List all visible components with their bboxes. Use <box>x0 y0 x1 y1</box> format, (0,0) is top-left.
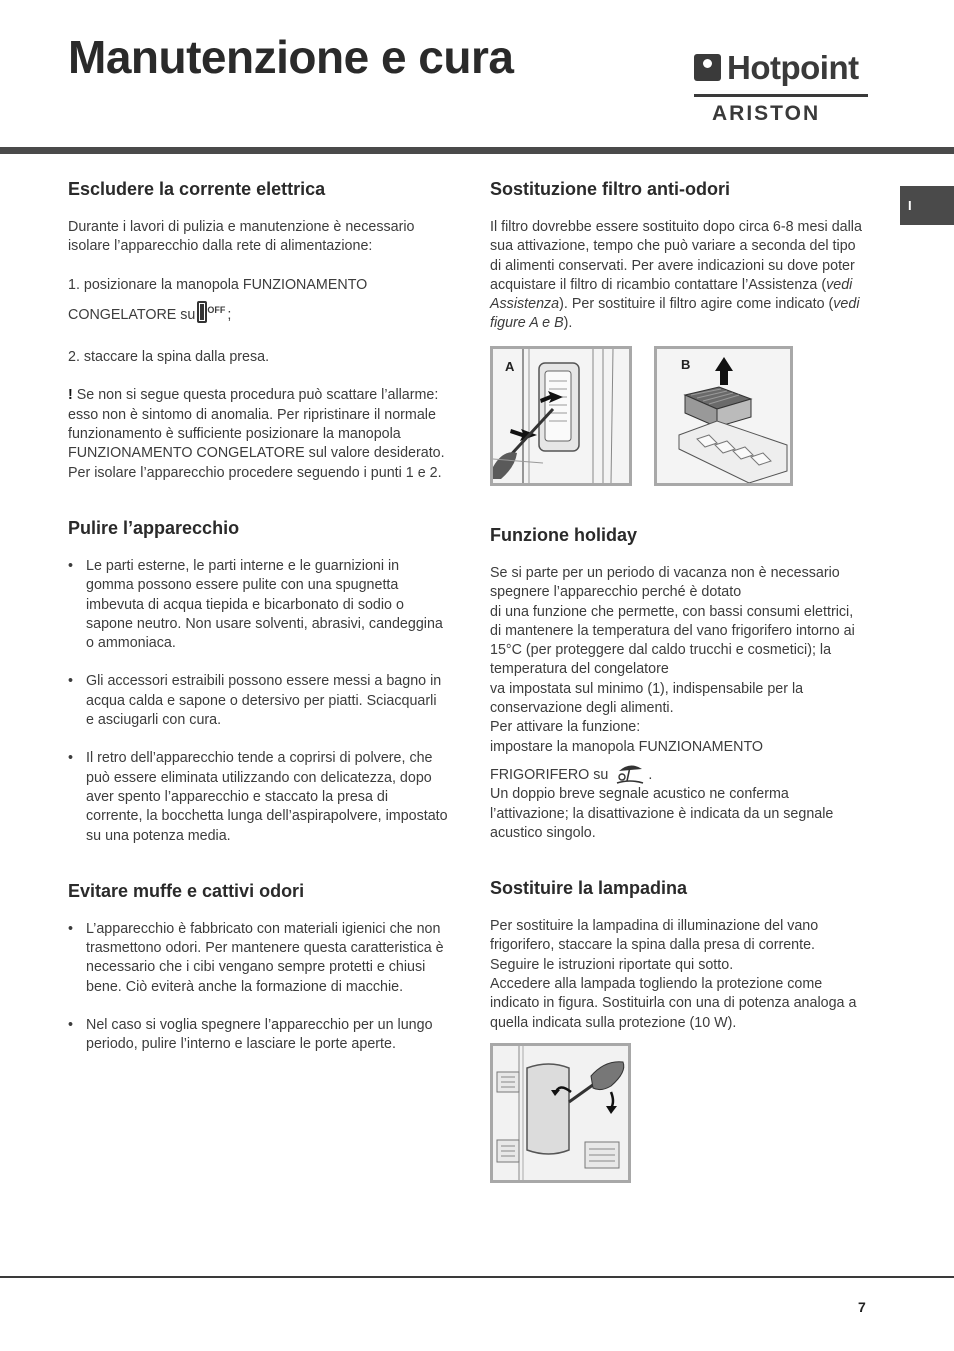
list-item: • Nel caso si voglia spegnere l’apparecchio per un lungo periodo, pulire l’interno e lasciare le porte aperte. <box>68 1016 448 1055</box>
list-item: • Il retro dell’apparecchio tende a coprirsi di polvere, che può essere eliminata utilizzando con delicatezza, dopo aver spento l’apparecchio e staccato la presa di corrente, la bocchetta lunga dell’aspirapolvere, impostato su una potenza media. <box>68 749 448 845</box>
holiday-text-3: va impostata sul minimo (1), indispensabile per la conservazione degli alimenti. <box>490 680 804 717</box>
list-item: • Le parti esterne, le parti interne e le guarnizioni in gomma possono essere pulite con una spugnetta imbevuta di acqua tiepida e bicarbonato di sodio o sapone neutro. Non usare solventi, abrasivi, candeggina o ammoniaca. <box>68 557 448 653</box>
page-number: 7 <box>858 1299 866 1315</box>
holiday-text-7: Un doppio breve segnale acustico ne conferma l’attivazione; la disattivazione è indicata da un segnale acustico singolo. <box>490 786 834 841</box>
list-item: • L’apparecchio è fabbricato con materiali igienici che non trasmettono odori. Per mantenere questa caratteristica è necessario che i cibi vengano sempre protetti e chiusi bene. Ciò eviterà anche la formazione di macchie. <box>68 920 448 997</box>
power-intro: Durante i lavori di pulizia e manutenzione è necessario isolare l’apparecchio dalla rete di alimentazione: <box>68 219 415 255</box>
right-column <box>490 178 865 334</box>
logo-sub-text: ARISTON <box>712 102 821 125</box>
section-heading-lamp: Sostituire la lampadina <box>490 878 688 899</box>
figure-a-label: A <box>505 359 515 374</box>
language-tab: I <box>900 186 954 225</box>
holiday-text-6: FRIGORIFERO su . <box>490 763 865 785</box>
section-heading-filter: Sostituzione filtro anti-odori <box>490 179 730 199</box>
section-heading-cleaning: Pulire l’apparecchio <box>68 517 240 538</box>
right-column-lower <box>490 524 865 1033</box>
section-heading-holiday: Funzione holiday <box>490 525 637 545</box>
hotpoint-logo-icon <box>694 54 721 81</box>
list-item: • Gli accessori estraibili possono essere messi a bagno in acqua calda e sapone o detersivo per piatti. Sciacquarli e asciugarli con cura. <box>68 672 448 730</box>
lamp-text-1: Per sostituire la lampadina di illuminazione del vano frigorifero, staccare la spina dalla presa di corrente. Seguire le istruzioni riportate qui sotto. <box>490 918 819 973</box>
header-rule <box>0 147 954 154</box>
power-step-2: 2. staccare la spina dalla presa. <box>68 349 270 366</box>
brand-logo <box>694 49 870 126</box>
warning-icon: ! <box>68 387 73 404</box>
power-warning: ! Se non si segue questa procedura può scattare l’allarme: esso non è sintomo di anomalia. Per ripristinare il normale funzionamento è sufficiente posizionare la manopola FUNZIONAMENTO CONGELATORE sul valore desiderato. Per isolare l’apparecchio procedere seguendo i punti 1 e 2. <box>68 387 445 481</box>
logo-brand-text: Hotpoint <box>727 49 859 86</box>
figure-a <box>490 346 632 486</box>
holiday-text-1: Se si parte per un periodo di vacanza non è necessario spegnere l’apparecchio perché è dotato <box>490 565 840 601</box>
off-knob-icon: OFF <box>197 301 225 329</box>
holiday-text-4: Per attivare la funzione: <box>490 719 641 736</box>
page-title: Manutenzione e cura <box>68 31 514 83</box>
footer-rule <box>0 1276 954 1278</box>
lamp-text-2: Accedere alla lampada togliendo la protezione come indicato in figura. Sostituirla con una di potenza analoga a quella indicata sulla protezione (10 W). <box>490 976 857 1031</box>
holiday-umbrella-icon <box>615 763 645 785</box>
filter-text: Il filtro dovrebbe essere sostituito dopo circa 6-8 mesi dalla sua attivazione, tempo che può variare a seconda del tipo di alimenti conservati. Per avere indicazioni su dove poter acquistare il filtro di ricambio contattare l’Assistenza (vedi Assistenza). Per sostituire il filtro agire come indicato (vedi figure A e B). <box>490 219 862 332</box>
lamp-cover-illustration <box>493 1046 628 1180</box>
holiday-text-5: impostare la manopola FUNZIONAMENTO <box>490 738 764 755</box>
figure-b <box>654 346 793 486</box>
power-step-1a: 1. posizionare la manopola FUNZIONAMENTO <box>68 276 368 293</box>
power-step-1b: CONGELATORE su $^{OFF}$ ; <box>68 301 448 329</box>
filter-replace-illustration <box>657 349 790 483</box>
logo-divider <box>694 94 868 97</box>
holiday-text-2: di una funzione che permette, con bassi consumi elettrici, di mantenere la temperatura del vano frigorifero intorno ai 15°C (per proteggere dal caldo trucchi e cosmetici); la temperatura del congelatore <box>490 603 855 678</box>
section-heading-mould: Evitare muffe e cattivi odori <box>68 880 305 901</box>
figure-lamp <box>490 1043 631 1183</box>
figure-b-label: B <box>681 357 691 372</box>
section-heading-power: Escludere la corrente elettrica <box>68 179 326 199</box>
left-column <box>68 178 448 1055</box>
